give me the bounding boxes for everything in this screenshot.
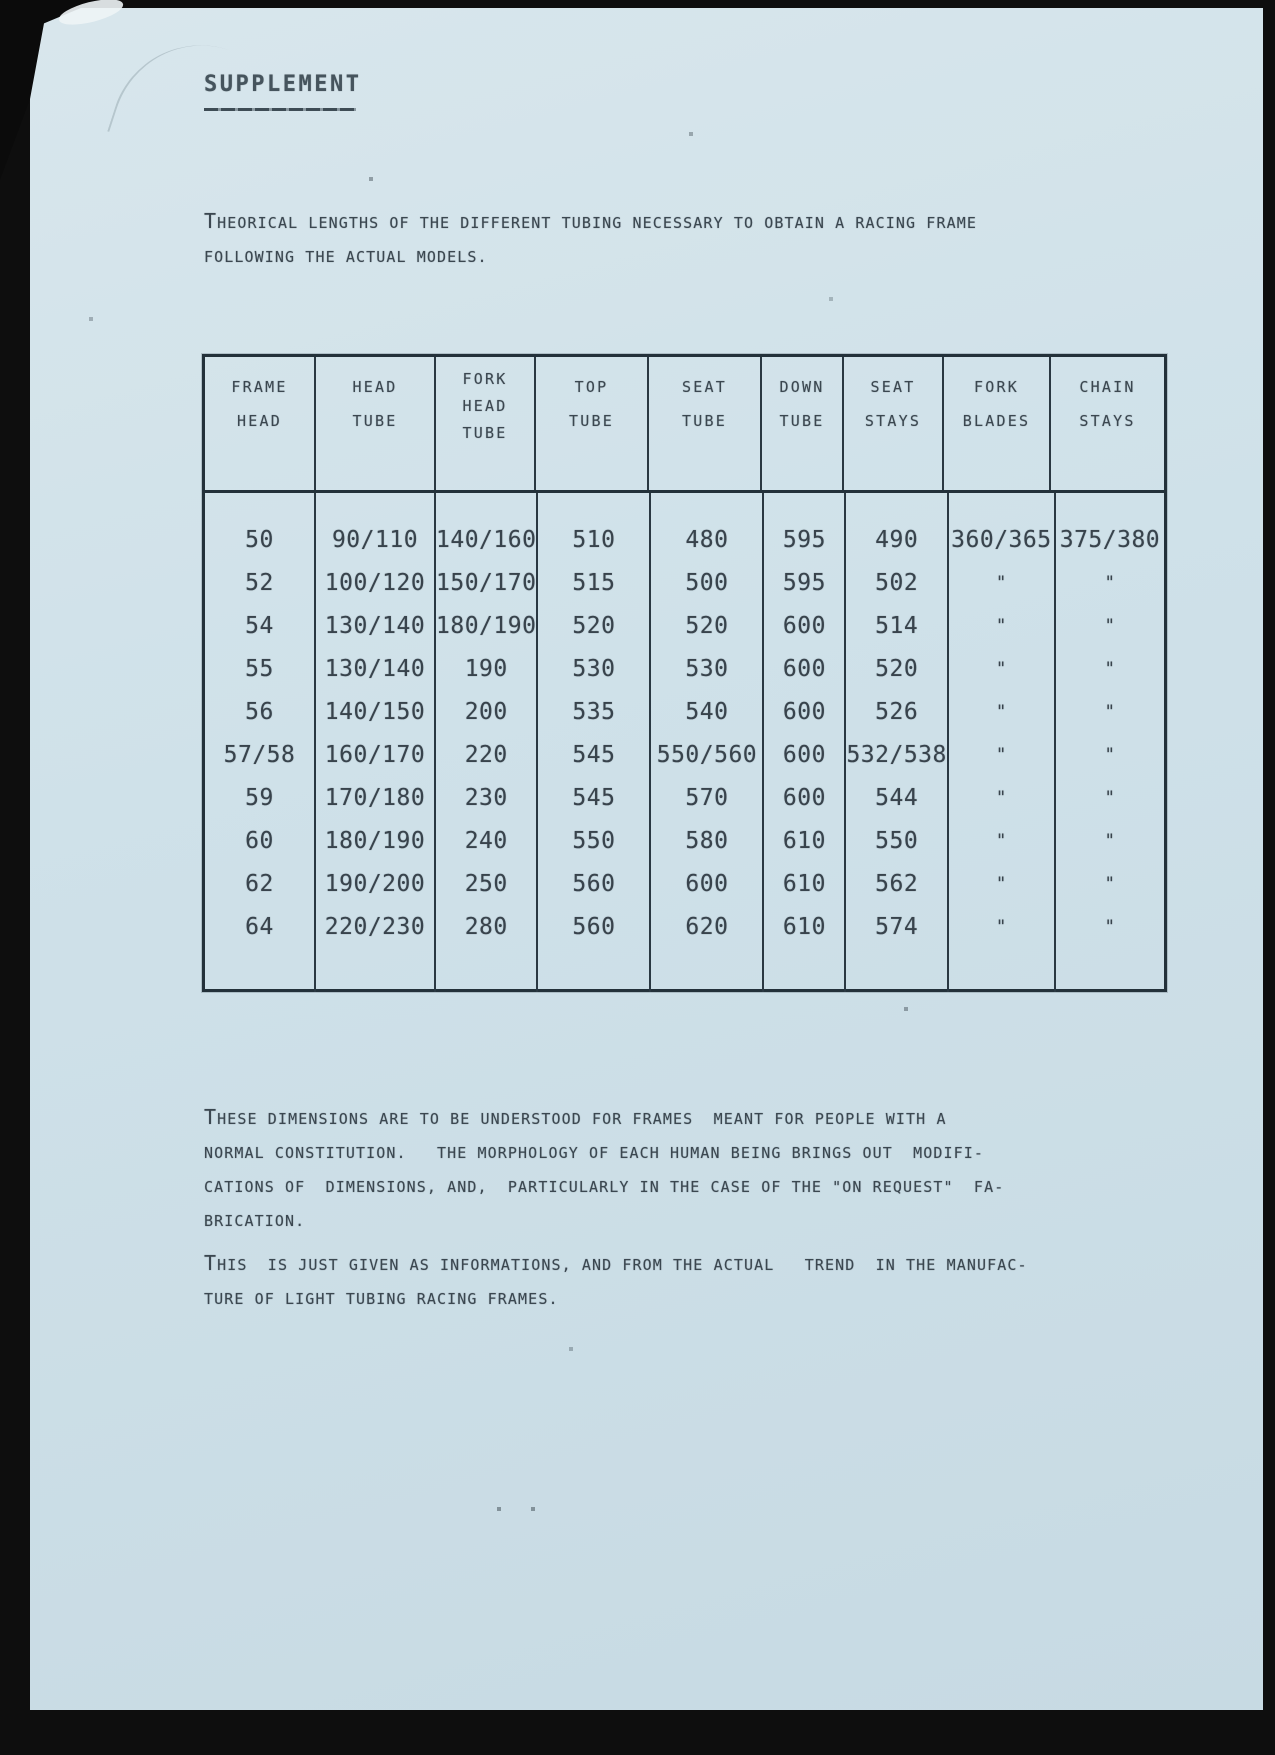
- table-cell: 600: [685, 871, 729, 897]
- table-cell: 600: [782, 613, 826, 639]
- table-cell: 60: [245, 828, 274, 854]
- table-cell: 140/150: [324, 699, 426, 725]
- column-header-text: STAYS: [1079, 412, 1136, 430]
- table-cell: 230: [464, 785, 508, 811]
- table-cell: 56: [245, 699, 274, 725]
- table-cell: 595: [782, 570, 826, 596]
- table-cell: 520: [875, 656, 919, 682]
- column-header-seat-tube: [649, 357, 762, 490]
- page-title: SUPPLEMENT: [204, 72, 362, 97]
- table-cell: 360/365: [951, 527, 1052, 553]
- text-line: THEORICAL LENGTHS OF THE DIFFERENT TUBING NECESSARY TO OBTAIN A RACING FRAME: [204, 209, 977, 233]
- table-cell: 600: [782, 699, 826, 725]
- table-cell: ": [1104, 788, 1116, 808]
- table-cell: 100/120: [324, 570, 426, 596]
- column-header-seat-stays: [844, 357, 944, 490]
- column-header-text: TUBE: [462, 424, 508, 442]
- column-header-down-tube: [762, 357, 844, 490]
- text-line: TURE OF LIGHT TUBING RACING FRAMES.: [204, 1290, 559, 1308]
- table-cell: 515: [572, 570, 616, 596]
- column-header-text: HEAD: [352, 378, 398, 396]
- column-header-text: FORK: [974, 378, 1019, 396]
- text-line: CATIONS OF DIMENSIONS, AND, PARTICULARLY IN THE CASE OF THE "ON REQUEST" FA-: [204, 1178, 1005, 1196]
- table-cell: 54: [245, 613, 274, 639]
- table-cell: ": [1104, 917, 1116, 937]
- table-cell: 90/110: [331, 527, 419, 553]
- column-header-text: TUBE: [779, 412, 825, 430]
- table-column-fork-blades: [949, 493, 1056, 992]
- table-column-down-tube: [764, 493, 846, 992]
- table-cell: 160/170: [324, 742, 426, 768]
- table-cell: 520: [685, 613, 729, 639]
- table-cell: 140/160: [436, 527, 537, 553]
- table-cell: 610: [782, 871, 826, 897]
- table-cell: 480: [685, 527, 729, 553]
- table-cell: 62: [245, 871, 274, 897]
- table-cell: 550: [875, 828, 919, 854]
- table-column-seat-tube: [651, 493, 764, 992]
- table-cell: 220: [464, 742, 508, 768]
- table-cell: 600: [782, 785, 826, 811]
- table-cell: ": [1104, 573, 1116, 593]
- paragraph-constitution: [204, 1100, 1004, 1238]
- table-cell: ": [996, 702, 1007, 722]
- column-header-head-tube: [316, 357, 436, 490]
- table-cell: ": [1104, 874, 1116, 894]
- table-cell: 550/560: [656, 742, 758, 768]
- table-cell: 535: [572, 699, 616, 725]
- table-cell: 530: [572, 656, 616, 682]
- table-cell: 190: [464, 656, 508, 682]
- column-header-fork-blades: [944, 357, 1051, 490]
- table-cell: 57/58: [223, 742, 296, 768]
- table-cell: 545: [572, 785, 616, 811]
- column-header-frame-head: [205, 357, 316, 490]
- table-cell: 180/190: [324, 828, 426, 854]
- table-cell: 130/140: [324, 613, 426, 639]
- table-cell: ": [996, 616, 1007, 636]
- table-cell: 610: [782, 914, 826, 940]
- column-header-text: HEAD: [462, 397, 508, 415]
- table-column-chain-stays: [1056, 493, 1164, 992]
- table-cell: 610: [782, 828, 826, 854]
- table-cell: ": [996, 573, 1007, 593]
- text-line: THIS IS JUST GIVEN AS INFORMATIONS, AND FROM THE ACTUAL TREND IN THE MANUFAC-: [204, 1251, 1028, 1275]
- table-cell: ": [996, 831, 1007, 851]
- document-page: [30, 8, 1263, 1710]
- table-cell: 560: [572, 871, 616, 897]
- text-line: BRICATION.: [204, 1212, 306, 1230]
- table-cell: 150/170: [436, 570, 537, 596]
- column-header-text: BLADES: [962, 412, 1031, 430]
- column-header-text: TOP: [574, 378, 609, 396]
- table-cell: 375/380: [1059, 527, 1161, 553]
- table-cell: 52: [245, 570, 274, 596]
- table-cell: ": [1104, 702, 1116, 722]
- text-line: THESE DIMENSIONS ARE TO BE UNDERSTOOD FOR FRAMES MEANT FOR PEOPLE WITH A: [204, 1105, 947, 1129]
- table-cell: 620: [685, 914, 729, 940]
- column-header-text: HEAD: [237, 412, 282, 430]
- title-underline: [204, 108, 356, 111]
- table-cell: 130/140: [324, 656, 426, 682]
- table-cell: 190/200: [324, 871, 426, 897]
- table-cell: 55: [245, 656, 274, 682]
- table-cell: 240: [464, 828, 508, 854]
- table-cell: 250: [464, 871, 508, 897]
- column-header-text: DOWN: [779, 378, 825, 396]
- table-cell: ": [1104, 659, 1116, 679]
- column-header-chain-stays: [1051, 357, 1164, 490]
- column-header-text: SEAT: [682, 378, 727, 396]
- tubing-dimensions-table: [202, 354, 1167, 992]
- column-header-text: SEAT: [870, 378, 916, 396]
- table-cell: 170/180: [324, 785, 426, 811]
- table-cell: 490: [875, 527, 919, 553]
- text-line: NORMAL CONSTITUTION. THE MORPHOLOGY OF EACH HUMAN BEING BRINGS OUT MODIFI-: [204, 1144, 985, 1162]
- column-header-text: TUBE: [682, 412, 727, 430]
- column-header-text: STAYS: [864, 412, 922, 430]
- table-column-head-tube: [316, 493, 436, 992]
- table-cell: 580: [685, 828, 729, 854]
- paragraph-information: [204, 1246, 1028, 1316]
- table-cell: 570: [685, 785, 729, 811]
- table-cell: ": [996, 659, 1007, 679]
- text-line: FOLLOWING THE ACTUAL MODELS.: [204, 248, 488, 266]
- table-cell: 64: [245, 914, 274, 940]
- table-cell: 560: [572, 914, 616, 940]
- table-cell: 545: [572, 742, 616, 768]
- table-cell: 595: [782, 527, 826, 553]
- table-cell: 600: [782, 742, 826, 768]
- table-cell: 50: [245, 527, 274, 553]
- table-cell: ": [1104, 831, 1116, 851]
- column-header-text: FORK: [462, 370, 508, 388]
- column-header-fork-head-tube: [436, 357, 536, 490]
- table-cell: ": [996, 788, 1007, 808]
- table-cell: ": [996, 745, 1007, 765]
- intro-paragraph: [204, 204, 977, 274]
- table-cell: 280: [464, 914, 508, 940]
- table-cell: 526: [875, 699, 919, 725]
- table-cell: 544: [875, 785, 919, 811]
- table-column-frame-head: [205, 493, 316, 992]
- table-cell: 510: [572, 527, 616, 553]
- table-cell: ": [996, 874, 1007, 894]
- table-body: [205, 493, 1164, 992]
- table-cell: 200: [464, 699, 508, 725]
- table-cell: ": [1104, 616, 1116, 636]
- table-cell: 502: [875, 570, 919, 596]
- table-cell: 180/190: [436, 613, 537, 639]
- table-column-fork-head-tube: [436, 493, 538, 992]
- table-column-seat-stays: [846, 493, 948, 992]
- table-cell: 600: [782, 656, 826, 682]
- table-cell: 520: [572, 613, 616, 639]
- table-cell: 514: [875, 613, 919, 639]
- table-cell: 500: [685, 570, 729, 596]
- table-cell: ": [996, 917, 1007, 937]
- table-column-top-tube: [538, 493, 651, 992]
- table-cell: 532/538: [846, 742, 947, 768]
- table-cell: 220/230: [324, 914, 426, 940]
- table-cell: 574: [875, 914, 919, 940]
- column-header-text: CHAIN: [1079, 378, 1136, 396]
- table-header-row: [205, 357, 1164, 493]
- column-header-top-tube: [536, 357, 649, 490]
- table-cell: 550: [572, 828, 616, 854]
- column-header-text: TUBE: [569, 412, 614, 430]
- column-header-text: TUBE: [352, 412, 398, 430]
- column-header-text: FRAME: [231, 378, 288, 396]
- table-cell: 59: [245, 785, 274, 811]
- table-cell: ": [1104, 745, 1116, 765]
- table-cell: 530: [685, 656, 729, 682]
- table-cell: 540: [685, 699, 729, 725]
- table-cell: 562: [875, 871, 919, 897]
